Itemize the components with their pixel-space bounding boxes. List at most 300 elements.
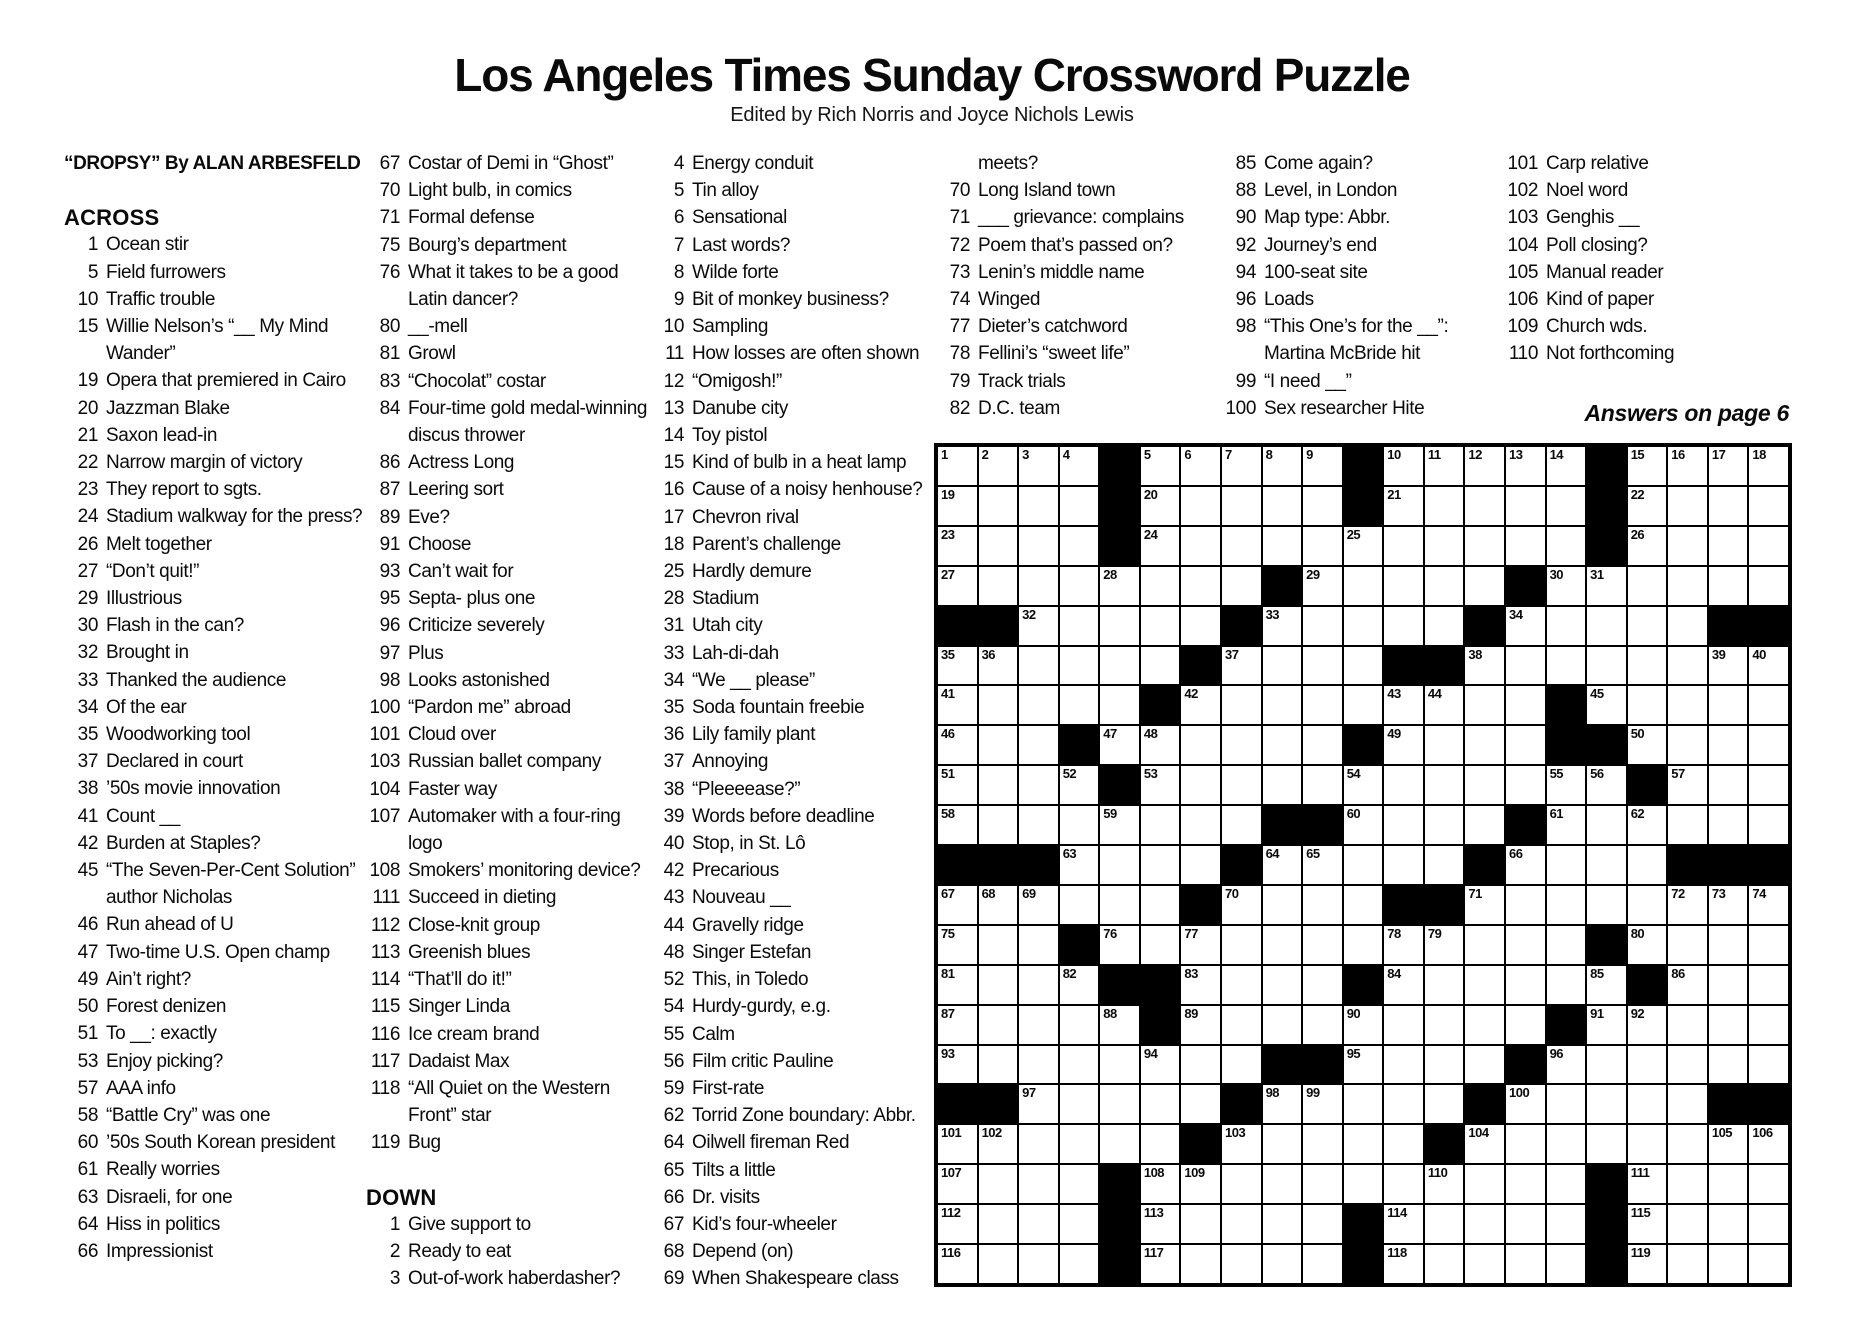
grid-cell[interactable] [1627, 1045, 1668, 1085]
grid-cell[interactable] [1586, 1005, 1627, 1045]
grid-cell[interactable] [1059, 1164, 1100, 1204]
grid-cell[interactable] [978, 1244, 1019, 1284]
grid-cell[interactable] [1140, 805, 1181, 845]
grid-cell[interactable] [1262, 685, 1303, 725]
grid-cell[interactable] [1667, 1244, 1708, 1284]
grid-cell[interactable] [1140, 1084, 1181, 1124]
grid-cell[interactable] [978, 1045, 1019, 1085]
grid-cell[interactable] [1667, 646, 1708, 686]
grid-cell[interactable] [1262, 1204, 1303, 1244]
grid-cell[interactable] [1627, 486, 1668, 526]
grid-cell[interactable] [1180, 526, 1221, 566]
grid-cell[interactable] [1627, 805, 1668, 845]
grid-cell[interactable] [1018, 526, 1059, 566]
grid-cell[interactable] [1586, 805, 1627, 845]
grid-cell[interactable] [937, 526, 978, 566]
grid-cell[interactable] [937, 1005, 978, 1045]
grid-cell[interactable] [1667, 1084, 1708, 1124]
grid-cell[interactable] [1505, 446, 1546, 486]
grid-cell[interactable] [1383, 566, 1424, 606]
grid-cell[interactable] [1059, 965, 1100, 1005]
grid-cell[interactable] [1708, 1124, 1749, 1164]
grid-cell[interactable] [937, 765, 978, 805]
grid-cell[interactable] [1140, 486, 1181, 526]
grid-cell[interactable] [1018, 1244, 1059, 1284]
grid-cell[interactable] [1546, 845, 1587, 885]
grid-cell[interactable] [1627, 925, 1668, 965]
grid-cell[interactable] [1627, 566, 1668, 606]
grid-cell[interactable] [1140, 1244, 1181, 1284]
grid-cell[interactable] [1018, 446, 1059, 486]
grid-cell[interactable] [978, 566, 1019, 606]
grid-cell[interactable] [1748, 1005, 1789, 1045]
grid-cell[interactable] [1708, 1005, 1749, 1045]
grid-cell[interactable] [1627, 1124, 1668, 1164]
grid-cell[interactable] [1708, 1045, 1749, 1085]
grid-cell[interactable] [1667, 1005, 1708, 1045]
grid-cell[interactable] [1748, 526, 1789, 566]
grid-cell[interactable] [1748, 965, 1789, 1005]
grid-cell[interactable] [1586, 765, 1627, 805]
grid-cell[interactable] [1586, 685, 1627, 725]
grid-cell[interactable] [1748, 486, 1789, 526]
grid-cell[interactable] [978, 646, 1019, 686]
grid-cell[interactable] [1383, 765, 1424, 805]
grid-cell[interactable] [1140, 1164, 1181, 1204]
grid-cell[interactable] [1383, 526, 1424, 566]
grid-cell[interactable] [978, 805, 1019, 845]
grid-cell[interactable] [1627, 685, 1668, 725]
grid-cell[interactable] [1343, 526, 1384, 566]
grid-cell[interactable] [1140, 566, 1181, 606]
grid-cell[interactable] [1059, 646, 1100, 686]
grid-cell[interactable] [978, 1124, 1019, 1164]
grid-cell[interactable] [1018, 765, 1059, 805]
grid-cell[interactable] [1343, 765, 1384, 805]
grid-cell[interactable] [1667, 526, 1708, 566]
grid-cell[interactable] [1708, 486, 1749, 526]
grid-cell[interactable] [1180, 1204, 1221, 1244]
grid-cell[interactable] [1424, 486, 1465, 526]
grid-cell[interactable] [937, 965, 978, 1005]
grid-cell[interactable] [1140, 1124, 1181, 1164]
grid-cell[interactable] [1667, 925, 1708, 965]
grid-cell[interactable] [1464, 1244, 1505, 1284]
grid-cell[interactable] [1627, 446, 1668, 486]
grid-cell[interactable] [978, 1164, 1019, 1204]
grid-cell[interactable] [1302, 765, 1343, 805]
grid-cell[interactable] [1464, 486, 1505, 526]
grid-cell[interactable] [1343, 845, 1384, 885]
grid-cell[interactable] [1464, 685, 1505, 725]
grid-cell[interactable] [1221, 1045, 1262, 1085]
grid-cell[interactable] [1018, 885, 1059, 925]
grid-cell[interactable] [1059, 606, 1100, 646]
grid-cell[interactable] [1099, 1005, 1140, 1045]
grid-cell[interactable] [978, 725, 1019, 765]
grid-cell[interactable] [1505, 725, 1546, 765]
grid-cell[interactable] [1464, 965, 1505, 1005]
grid-cell[interactable] [1424, 446, 1465, 486]
grid-cell[interactable] [937, 486, 978, 526]
grid-cell[interactable] [1221, 965, 1262, 1005]
grid-cell[interactable] [1302, 566, 1343, 606]
grid-cell[interactable] [1383, 606, 1424, 646]
grid-cell[interactable] [1140, 606, 1181, 646]
grid-cell[interactable] [1424, 685, 1465, 725]
grid-cell[interactable] [1302, 606, 1343, 646]
grid-cell[interactable] [1018, 925, 1059, 965]
grid-cell[interactable] [1059, 486, 1100, 526]
grid-cell[interactable] [1708, 885, 1749, 925]
grid-cell[interactable] [1343, 1124, 1384, 1164]
grid-cell[interactable] [1302, 446, 1343, 486]
grid-cell[interactable] [1302, 845, 1343, 885]
grid-cell[interactable] [1464, 1164, 1505, 1204]
grid-cell[interactable] [937, 805, 978, 845]
grid-cell[interactable] [937, 1204, 978, 1244]
grid-cell[interactable] [1343, 1005, 1384, 1045]
grid-cell[interactable] [1262, 1084, 1303, 1124]
grid-cell[interactable] [1505, 1005, 1546, 1045]
grid-cell[interactable] [1424, 805, 1465, 845]
grid-cell[interactable] [1505, 1084, 1546, 1124]
grid-cell[interactable] [1667, 765, 1708, 805]
grid-cell[interactable] [1546, 1164, 1587, 1204]
grid-cell[interactable] [1140, 885, 1181, 925]
grid-cell[interactable] [937, 925, 978, 965]
grid-cell[interactable] [1262, 885, 1303, 925]
grid-cell[interactable] [1627, 845, 1668, 885]
grid-cell[interactable] [1748, 646, 1789, 686]
grid-cell[interactable] [978, 965, 1019, 1005]
grid-cell[interactable] [978, 685, 1019, 725]
grid-cell[interactable] [1180, 1005, 1221, 1045]
grid-cell[interactable] [1748, 765, 1789, 805]
grid-cell[interactable] [1424, 845, 1465, 885]
grid-cell[interactable] [1221, 1005, 1262, 1045]
grid-cell[interactable] [1018, 1164, 1059, 1204]
grid-cell[interactable] [1464, 805, 1505, 845]
grid-cell[interactable] [1221, 725, 1262, 765]
grid-cell[interactable] [1505, 526, 1546, 566]
grid-cell[interactable] [1667, 1045, 1708, 1085]
grid-cell[interactable] [1546, 1204, 1587, 1244]
grid-cell[interactable] [1464, 725, 1505, 765]
grid-cell[interactable] [1180, 965, 1221, 1005]
grid-cell[interactable] [1099, 925, 1140, 965]
grid-cell[interactable] [1059, 845, 1100, 885]
grid-cell[interactable] [1505, 1204, 1546, 1244]
grid-cell[interactable] [1424, 526, 1465, 566]
grid-cell[interactable] [1667, 1204, 1708, 1244]
grid-cell[interactable] [1546, 526, 1587, 566]
grid-cell[interactable] [1221, 1244, 1262, 1284]
grid-cell[interactable] [1464, 566, 1505, 606]
grid-cell[interactable] [1099, 646, 1140, 686]
grid-cell[interactable] [1221, 646, 1262, 686]
grid-cell[interactable] [1708, 925, 1749, 965]
grid-cell[interactable] [1262, 1005, 1303, 1045]
grid-cell[interactable] [1586, 1084, 1627, 1124]
grid-cell[interactable] [1748, 1045, 1789, 1085]
grid-cell[interactable] [1099, 566, 1140, 606]
grid-cell[interactable] [1667, 965, 1708, 1005]
grid-cell[interactable] [1221, 1204, 1262, 1244]
grid-cell[interactable] [1546, 646, 1587, 686]
grid-cell[interactable] [1586, 885, 1627, 925]
grid-cell[interactable] [1018, 1124, 1059, 1164]
grid-cell[interactable] [937, 446, 978, 486]
grid-cell[interactable] [1546, 885, 1587, 925]
grid-cell[interactable] [1424, 1164, 1465, 1204]
grid-cell[interactable] [1424, 1084, 1465, 1124]
grid-cell[interactable] [1546, 925, 1587, 965]
grid-cell[interactable] [1018, 965, 1059, 1005]
grid-cell[interactable] [1302, 1164, 1343, 1204]
grid-cell[interactable] [1505, 1124, 1546, 1164]
grid-cell[interactable] [1140, 1204, 1181, 1244]
grid-cell[interactable] [1586, 566, 1627, 606]
grid-cell[interactable] [1059, 885, 1100, 925]
grid-cell[interactable] [1059, 805, 1100, 845]
grid-cell[interactable] [1546, 486, 1587, 526]
grid-cell[interactable] [1180, 1084, 1221, 1124]
grid-cell[interactable] [1180, 486, 1221, 526]
grid-cell[interactable] [1383, 486, 1424, 526]
grid-cell[interactable] [1505, 646, 1546, 686]
grid-cell[interactable] [1302, 1084, 1343, 1124]
grid-cell[interactable] [1424, 1204, 1465, 1244]
grid-cell[interactable] [1343, 885, 1384, 925]
grid-cell[interactable] [1424, 765, 1465, 805]
grid-cell[interactable] [1748, 1204, 1789, 1244]
grid-cell[interactable] [1343, 685, 1384, 725]
grid-cell[interactable] [1302, 1244, 1343, 1284]
grid-cell[interactable] [1383, 965, 1424, 1005]
grid-cell[interactable] [937, 1164, 978, 1204]
grid-cell[interactable] [1708, 1244, 1749, 1284]
grid-cell[interactable] [1262, 446, 1303, 486]
grid-cell[interactable] [1059, 566, 1100, 606]
grid-cell[interactable] [1383, 1045, 1424, 1085]
grid-cell[interactable] [1627, 646, 1668, 686]
grid-cell[interactable] [1059, 765, 1100, 805]
grid-cell[interactable] [1546, 606, 1587, 646]
grid-cell[interactable] [1302, 526, 1343, 566]
grid-cell[interactable] [1383, 845, 1424, 885]
grid-cell[interactable] [1262, 606, 1303, 646]
grid-cell[interactable] [1505, 1164, 1546, 1204]
grid-cell[interactable] [1667, 446, 1708, 486]
grid-cell[interactable] [1343, 925, 1384, 965]
grid-cell[interactable] [1221, 526, 1262, 566]
grid-cell[interactable] [1140, 765, 1181, 805]
grid-cell[interactable] [1708, 1164, 1749, 1204]
grid-cell[interactable] [1383, 1204, 1424, 1244]
grid-cell[interactable] [1667, 566, 1708, 606]
grid-cell[interactable] [1262, 1124, 1303, 1164]
grid-cell[interactable] [1383, 685, 1424, 725]
grid-cell[interactable] [1099, 685, 1140, 725]
grid-cell[interactable] [978, 486, 1019, 526]
grid-cell[interactable] [1383, 725, 1424, 765]
grid-cell[interactable] [1383, 446, 1424, 486]
grid-cell[interactable] [1505, 925, 1546, 965]
grid-cell[interactable] [1708, 446, 1749, 486]
grid-cell[interactable] [1140, 845, 1181, 885]
grid-cell[interactable] [1099, 1045, 1140, 1085]
grid-cell[interactable] [1180, 845, 1221, 885]
grid-cell[interactable] [1708, 526, 1749, 566]
grid-cell[interactable] [1708, 805, 1749, 845]
grid-cell[interactable] [1586, 606, 1627, 646]
grid-cell[interactable] [1546, 965, 1587, 1005]
grid-cell[interactable] [1221, 885, 1262, 925]
grid-cell[interactable] [1059, 1005, 1100, 1045]
grid-cell[interactable] [1221, 446, 1262, 486]
grid-cell[interactable] [1748, 725, 1789, 765]
grid-cell[interactable] [1667, 805, 1708, 845]
grid-cell[interactable] [937, 566, 978, 606]
grid-cell[interactable] [1018, 1045, 1059, 1085]
grid-cell[interactable] [1464, 1045, 1505, 1085]
grid-cell[interactable] [978, 1005, 1019, 1045]
grid-cell[interactable] [1383, 1244, 1424, 1284]
grid-cell[interactable] [1343, 646, 1384, 686]
grid-cell[interactable] [1343, 566, 1384, 606]
grid-cell[interactable] [1383, 1005, 1424, 1045]
grid-cell[interactable] [1748, 1124, 1789, 1164]
grid-cell[interactable] [1748, 566, 1789, 606]
grid-cell[interactable] [1586, 845, 1627, 885]
grid-cell[interactable] [1302, 685, 1343, 725]
grid-cell[interactable] [1464, 885, 1505, 925]
grid-cell[interactable] [1180, 1045, 1221, 1085]
grid-cell[interactable] [1748, 885, 1789, 925]
grid-cell[interactable] [1302, 725, 1343, 765]
grid-cell[interactable] [1627, 1204, 1668, 1244]
grid-cell[interactable] [1343, 805, 1384, 845]
grid-cell[interactable] [1180, 925, 1221, 965]
grid-cell[interactable] [1262, 526, 1303, 566]
grid-cell[interactable] [1627, 885, 1668, 925]
grid-cell[interactable] [1059, 1204, 1100, 1244]
grid-cell[interactable] [1180, 805, 1221, 845]
grid-cell[interactable] [1221, 685, 1262, 725]
grid-cell[interactable] [1262, 486, 1303, 526]
grid-cell[interactable] [1059, 1244, 1100, 1284]
grid-cell[interactable] [1180, 685, 1221, 725]
grid-cell[interactable] [1262, 725, 1303, 765]
grid-cell[interactable] [1262, 925, 1303, 965]
grid-cell[interactable] [1383, 1084, 1424, 1124]
grid-cell[interactable] [1302, 925, 1343, 965]
grid-cell[interactable] [1424, 725, 1465, 765]
grid-cell[interactable] [978, 925, 1019, 965]
grid-cell[interactable] [1262, 765, 1303, 805]
grid-cell[interactable] [1383, 805, 1424, 845]
grid-cell[interactable] [1099, 606, 1140, 646]
grid-cell[interactable] [1221, 765, 1262, 805]
grid-cell[interactable] [1505, 486, 1546, 526]
grid-cell[interactable] [937, 885, 978, 925]
grid-cell[interactable] [1302, 965, 1343, 1005]
grid-cell[interactable] [1343, 1164, 1384, 1204]
grid-cell[interactable] [1059, 446, 1100, 486]
grid-cell[interactable] [1586, 1045, 1627, 1085]
grid-cell[interactable] [1140, 646, 1181, 686]
grid-cell[interactable] [1018, 486, 1059, 526]
grid-cell[interactable] [1018, 1084, 1059, 1124]
grid-cell[interactable] [1099, 1124, 1140, 1164]
grid-cell[interactable] [1140, 446, 1181, 486]
grid-cell[interactable] [1505, 965, 1546, 1005]
grid-cell[interactable] [1667, 1124, 1708, 1164]
grid-cell[interactable] [1546, 566, 1587, 606]
grid-cell[interactable] [1667, 885, 1708, 925]
grid-cell[interactable] [1343, 1084, 1384, 1124]
grid-cell[interactable] [1424, 965, 1465, 1005]
grid-cell[interactable] [1262, 1244, 1303, 1284]
grid-cell[interactable] [978, 885, 1019, 925]
grid-cell[interactable] [1667, 1164, 1708, 1204]
grid-cell[interactable] [1059, 685, 1100, 725]
grid-cell[interactable] [937, 725, 978, 765]
grid-cell[interactable] [1018, 725, 1059, 765]
grid-cell[interactable] [1018, 606, 1059, 646]
grid-cell[interactable] [1546, 805, 1587, 845]
grid-cell[interactable] [1464, 925, 1505, 965]
grid-cell[interactable] [1099, 1084, 1140, 1124]
grid-cell[interactable] [1546, 1084, 1587, 1124]
grid-cell[interactable] [1424, 1005, 1465, 1045]
grid-cell[interactable] [1546, 1124, 1587, 1164]
grid-cell[interactable] [1627, 606, 1668, 646]
grid-cell[interactable] [1464, 1005, 1505, 1045]
grid-cell[interactable] [1099, 885, 1140, 925]
grid-cell[interactable] [1221, 1164, 1262, 1204]
grid-cell[interactable] [1180, 765, 1221, 805]
grid-cell[interactable] [1627, 1244, 1668, 1284]
grid-cell[interactable] [1302, 1005, 1343, 1045]
grid-cell[interactable] [1464, 646, 1505, 686]
grid-cell[interactable] [1343, 606, 1384, 646]
grid-cell[interactable] [1221, 805, 1262, 845]
grid-cell[interactable] [1464, 1204, 1505, 1244]
grid-cell[interactable] [1018, 805, 1059, 845]
grid-cell[interactable] [1383, 1124, 1424, 1164]
grid-cell[interactable] [1505, 685, 1546, 725]
grid-cell[interactable] [978, 446, 1019, 486]
grid-cell[interactable] [1099, 845, 1140, 885]
grid-cell[interactable] [1099, 805, 1140, 845]
grid-cell[interactable] [1140, 925, 1181, 965]
grid-cell[interactable] [1586, 646, 1627, 686]
grid-cell[interactable] [1708, 725, 1749, 765]
grid-cell[interactable] [1424, 1045, 1465, 1085]
grid-cell[interactable] [1018, 685, 1059, 725]
grid-cell[interactable] [1708, 646, 1749, 686]
grid-cell[interactable] [978, 765, 1019, 805]
grid-cell[interactable] [1627, 1084, 1668, 1124]
grid-cell[interactable] [1302, 646, 1343, 686]
grid-cell[interactable] [1667, 486, 1708, 526]
grid-cell[interactable] [1748, 925, 1789, 965]
grid-cell[interactable] [1708, 1204, 1749, 1244]
grid-cell[interactable] [1708, 965, 1749, 1005]
grid-cell[interactable] [1262, 845, 1303, 885]
